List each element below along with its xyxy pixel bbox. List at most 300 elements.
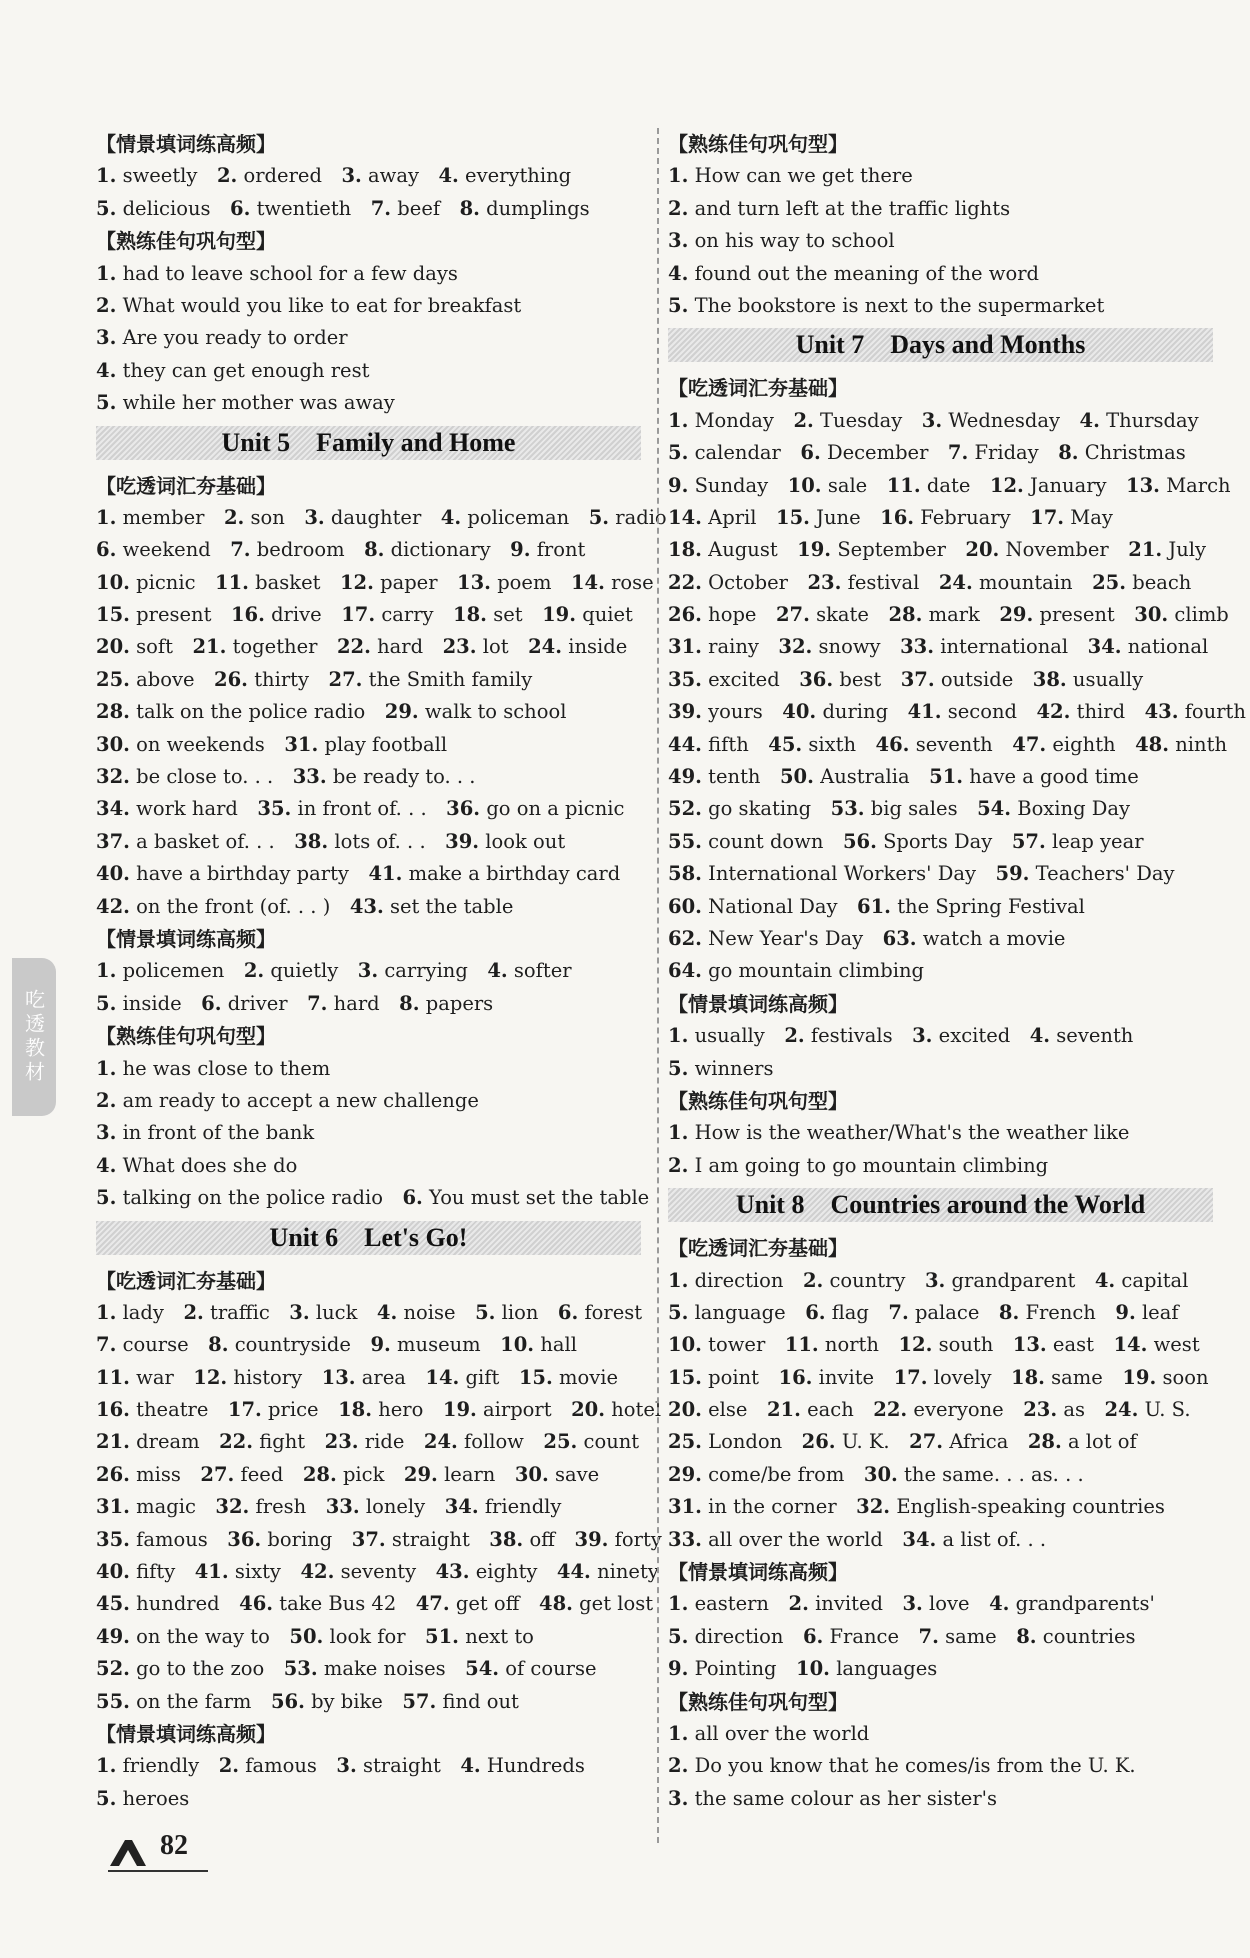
answer-number: 5. — [668, 441, 689, 465]
answer-number: 56. — [842, 829, 877, 853]
answer-number: 7. — [307, 991, 328, 1015]
answer-text: quietly — [270, 959, 339, 983]
answer-number: 6. — [230, 196, 251, 220]
answer-number: 4. — [438, 164, 459, 188]
answer-line — [96, 1621, 641, 1653]
answer-number: 22. — [219, 1430, 254, 1454]
answer-number: 37. — [900, 667, 935, 691]
answer-number: 2. — [668, 196, 689, 220]
answer-text: I am going to go mountain climbing — [694, 1153, 1049, 1177]
answer-text: papers — [425, 991, 494, 1015]
answer-text: as — [1063, 1398, 1085, 1422]
answer-number: 23. — [324, 1430, 359, 1454]
answer-text: a list of. . . — [942, 1527, 1047, 1551]
answer-text: on the front (of. . . ) — [136, 894, 331, 918]
left-column — [96, 128, 667, 1815]
answer-number: 4. — [440, 505, 462, 529]
answer-text: find out — [442, 1689, 519, 1713]
answer-text: save — [555, 1462, 600, 1486]
answer-number: 21. — [96, 1430, 130, 1454]
answer-text: daughter — [330, 505, 422, 529]
answer-number: 4. — [376, 1300, 398, 1324]
answer-number: 3. — [289, 1300, 310, 1324]
answer-number: 8. — [1016, 1624, 1037, 1648]
answer-number: 25. — [543, 1430, 578, 1454]
answer-number: 50. — [779, 765, 814, 789]
answer-number: 28. — [96, 700, 130, 724]
answer-text: invited — [815, 1592, 883, 1616]
answer-text: same — [945, 1624, 997, 1648]
answer-text: policeman — [467, 505, 570, 529]
answer-number: 1. — [96, 959, 117, 983]
answer-text: talk on the police radio — [136, 700, 366, 724]
answer-text: forty — [614, 1527, 662, 1551]
answer-number: 55. — [96, 1689, 130, 1713]
answer-number: 51. — [929, 765, 964, 789]
answer-number: 48. — [539, 1592, 573, 1616]
answer-number: 44. — [668, 732, 702, 756]
answer-line — [96, 1117, 641, 1149]
page-number: 82 — [160, 1830, 188, 1861]
answer-number: 41. — [194, 1560, 229, 1584]
answer-line — [668, 1718, 1213, 1750]
answer-number: 14. — [668, 505, 702, 529]
answer-number: 45. — [96, 1592, 130, 1616]
answer-text: English-speaking countries — [896, 1495, 1165, 1519]
answer-text: invite — [818, 1365, 875, 1389]
answer-text: on the farm — [136, 1689, 252, 1713]
answer-text: Teachers' Day — [1035, 862, 1175, 886]
answer-text: poem — [497, 570, 552, 594]
answer-number: 3. — [96, 326, 117, 350]
answer-line — [668, 290, 1213, 322]
answer-number: 24. — [1104, 1398, 1139, 1422]
answer-number: 5. — [668, 1300, 689, 1324]
answer-number: 36. — [446, 797, 481, 821]
answer-number: 2. — [96, 293, 117, 317]
answer-number: 8. — [364, 538, 385, 562]
answer-text: thirty — [254, 667, 309, 691]
answer-text: and turn left at the traffic lights — [694, 196, 1011, 220]
answer-line — [96, 1556, 659, 1588]
answer-text: How is the weather/What's the weather like — [694, 1121, 1130, 1145]
answer-number: 27. — [909, 1430, 944, 1454]
side-tab — [12, 958, 56, 1116]
answer-line — [668, 567, 1213, 599]
answer-number: 6. — [805, 1300, 826, 1324]
answer-text: they can get enough rest — [122, 358, 370, 382]
answer-text: fresh — [255, 1495, 307, 1519]
answer-text: had to leave school for a few days — [122, 261, 458, 285]
answer-text: February — [920, 505, 1011, 529]
answer-text: am ready to accept a new challenge — [122, 1088, 479, 1112]
answer-line — [96, 1329, 641, 1361]
answer-text: in front of the bank — [122, 1121, 315, 1145]
answer-line — [668, 1588, 1213, 1620]
answer-text: beef — [397, 196, 441, 220]
answer-line — [96, 1524, 662, 1556]
answer-text: national — [1127, 635, 1209, 659]
answer-text: be ready to. . . — [332, 765, 476, 789]
answer-text: softer — [513, 959, 572, 983]
answer-line — [668, 1621, 1213, 1653]
answer-number: 29. — [403, 1462, 438, 1486]
answer-text: lion — [501, 1300, 539, 1324]
answer-text: traffic — [210, 1300, 270, 1324]
section-heading: 【情景填词练高频】 — [668, 991, 848, 1016]
answer-number: 23. — [442, 635, 477, 659]
answer-text: on his way to school — [694, 229, 895, 253]
answer-number: 12. — [193, 1365, 228, 1389]
answer-number: 7. — [947, 441, 969, 465]
answer-line — [668, 502, 1213, 534]
answer-line — [668, 1653, 1213, 1685]
answer-number: 52. — [96, 1657, 130, 1681]
answer-text: ninth — [1175, 732, 1227, 756]
answer-line — [668, 761, 1213, 793]
answer-number: 1. — [96, 505, 117, 529]
answer-line — [96, 1182, 650, 1214]
answer-text: skate — [816, 603, 869, 627]
answer-number: 5. — [668, 1624, 689, 1648]
answer-number: 62. — [668, 926, 702, 950]
answer-text: same — [1051, 1365, 1103, 1389]
answer-text: war — [136, 1365, 174, 1389]
answer-number: 5. — [96, 1186, 117, 1210]
answer-text: December — [826, 441, 929, 465]
answer-text: National Day — [708, 894, 838, 918]
answer-number: 33. — [292, 765, 327, 789]
answer-text: Are you ready to order — [122, 326, 348, 350]
answer-text: theatre — [136, 1398, 209, 1422]
answer-number: 32. — [215, 1495, 250, 1519]
answer-text: airport — [483, 1398, 552, 1422]
answer-number: 41. — [368, 862, 403, 886]
answer-number: 1. — [96, 1300, 117, 1324]
answer-number: 13. — [1126, 473, 1160, 497]
unit-title-bar: Unit 7 Days and Months — [668, 328, 1213, 362]
answer-number: 47. — [1012, 732, 1047, 756]
answer-text: make a birthday card — [408, 862, 621, 886]
answer-number: 5. — [96, 991, 117, 1015]
section-heading: 【熟练佳句巩句型】 — [96, 1024, 276, 1049]
answer-number: 30. — [96, 732, 130, 756]
answer-text: while her mother was away — [122, 391, 395, 415]
answer-line — [96, 534, 641, 566]
answer-number: 63. — [882, 926, 917, 950]
answer-text: all over the world — [694, 1721, 870, 1745]
answer-text: excited — [938, 1024, 1011, 1048]
answer-line — [668, 599, 1229, 631]
answer-number: 22. — [873, 1398, 908, 1422]
answer-number: 40. — [96, 1560, 130, 1584]
answer-text: rainy — [708, 635, 759, 659]
answer-line — [668, 1783, 1213, 1815]
answer-number: 9. — [1115, 1300, 1136, 1324]
answer-text: a lot of — [1067, 1430, 1137, 1454]
answer-number: 17. — [341, 603, 376, 627]
answer-number: 1. — [96, 261, 117, 285]
answer-text: March — [1166, 473, 1231, 497]
answer-text: set — [493, 603, 523, 627]
answer-number: 42. — [1036, 700, 1071, 724]
answer-line — [96, 761, 641, 793]
answer-number: 34. — [96, 797, 130, 821]
answer-number: 24. — [528, 635, 562, 659]
answer-text: bedroom — [256, 538, 345, 562]
answer-line — [668, 1297, 1213, 1329]
answer-line — [96, 1426, 641, 1458]
answer-text: carry — [381, 603, 434, 627]
answer-number: 11. — [96, 1365, 130, 1389]
answer-line — [96, 1150, 641, 1182]
answer-number: 26. — [668, 603, 702, 627]
answer-text: away — [368, 164, 419, 188]
answer-text: in front of. . . — [297, 797, 427, 821]
answer-number: 39. — [445, 829, 480, 853]
answer-text: Sports Day — [883, 829, 993, 853]
answer-line — [668, 1394, 1213, 1426]
answer-text: New Year's Day — [708, 926, 864, 950]
answer-number: 14. — [570, 570, 605, 594]
answer-line — [668, 534, 1213, 566]
answer-text: second — [947, 700, 1017, 724]
answer-text: Do you know that he comes/is from the U. K. — [694, 1754, 1136, 1778]
answer-number: 43. — [435, 1560, 470, 1584]
answer-text: famous — [136, 1527, 208, 1551]
answer-text: leap year — [1051, 829, 1144, 853]
answer-number: 61. — [857, 894, 891, 918]
answer-number: 6. — [800, 441, 821, 465]
answer-text: hotel — [611, 1398, 662, 1422]
answer-number: 39. — [668, 700, 702, 724]
answer-number: 21. — [192, 635, 227, 659]
answer-text: by bike — [311, 1689, 383, 1713]
answer-text: west — [1153, 1333, 1200, 1357]
answer-line — [668, 1150, 1213, 1182]
answer-number: 9. — [370, 1333, 391, 1357]
answer-number: 51. — [425, 1624, 459, 1648]
answer-line — [668, 858, 1213, 890]
answer-text: learn — [444, 1462, 496, 1486]
answer-number: 3. — [341, 164, 362, 188]
answer-line — [96, 502, 667, 534]
answer-number: 15. — [668, 1365, 702, 1389]
answer-line — [96, 1394, 662, 1426]
answer-text: usually — [1072, 667, 1144, 691]
answer-line — [668, 1020, 1213, 1052]
answer-line — [96, 1653, 641, 1685]
answer-text: gift — [465, 1365, 500, 1389]
answer-line — [668, 664, 1213, 696]
answer-number: 13. — [1012, 1333, 1047, 1357]
answer-number: 3. — [921, 408, 943, 432]
answer-text: friendly — [484, 1495, 562, 1519]
answer-text: the Smith family — [368, 667, 533, 691]
answer-text: festival — [847, 570, 920, 594]
answer-text: luck — [315, 1300, 358, 1324]
answer-number: 8. — [1058, 441, 1079, 465]
answer-text: hard — [377, 635, 424, 659]
answer-text: soft — [136, 635, 173, 659]
answer-number: 21. — [766, 1398, 801, 1422]
answer-number: 45. — [768, 732, 803, 756]
answer-text: yours — [708, 700, 763, 724]
answer-line — [668, 826, 1213, 858]
answer-text: walk to school — [424, 700, 567, 724]
answer-text: France — [829, 1624, 899, 1648]
answer-text: mountain — [978, 570, 1073, 594]
answer-number: 2. — [243, 959, 265, 983]
answer-text: all over the world — [708, 1527, 883, 1551]
answer-number: 36. — [227, 1527, 262, 1551]
answer-number: 1. — [668, 1024, 689, 1048]
answer-text: dictionary — [390, 538, 491, 562]
answer-number: 2. — [96, 1088, 117, 1112]
answer-text: north — [824, 1333, 879, 1357]
answer-text: tenth — [708, 765, 761, 789]
answer-number: 2. — [788, 1592, 809, 1616]
answer-number: 52. — [668, 797, 702, 821]
answer-number: 39. — [574, 1527, 609, 1551]
answer-number: 6. — [557, 1300, 579, 1324]
answer-text: dumplings — [486, 196, 590, 220]
answer-text: leaf — [1141, 1300, 1179, 1324]
answer-text: carrying — [384, 959, 468, 983]
answer-number: 16. — [880, 505, 915, 529]
answer-text: get lost — [579, 1592, 654, 1616]
answer-number: 23. — [807, 570, 842, 594]
answer-text: boring — [267, 1527, 333, 1551]
answer-text: in the corner — [708, 1495, 837, 1519]
answer-line — [96, 793, 641, 825]
answer-number: 53. — [283, 1657, 318, 1681]
answer-text: paper — [380, 570, 438, 594]
answer-number: 15. — [96, 603, 130, 627]
answer-text: How can we get there — [694, 164, 913, 188]
answer-text: look for — [329, 1624, 406, 1648]
answer-line — [96, 567, 654, 599]
answer-line — [96, 1750, 641, 1782]
answer-number: 1. — [668, 1121, 689, 1145]
answer-text: south — [938, 1333, 994, 1357]
answer-number: 22. — [336, 635, 371, 659]
answer-text: rose — [611, 570, 654, 594]
answer-text: have a good time — [969, 765, 1139, 789]
answer-text: during — [822, 700, 889, 724]
answer-text: country — [829, 1268, 906, 1292]
section-heading: 【情景填词练高频】 — [96, 926, 276, 951]
answer-number: 38. — [489, 1527, 524, 1551]
answer-line — [96, 664, 641, 696]
answer-number: 25. — [668, 1430, 702, 1454]
answer-text: Boxing Day — [1017, 797, 1131, 821]
answer-line — [96, 891, 641, 923]
answer-line — [668, 1491, 1213, 1523]
answer-number: 9. — [510, 538, 531, 562]
answer-number: 24. — [423, 1430, 458, 1454]
answer-text: love — [929, 1592, 970, 1616]
answer-text: go skating — [708, 797, 812, 821]
section-heading: 【情景填词练高频】 — [668, 1560, 848, 1585]
answer-number: 17. — [893, 1365, 928, 1389]
answer-text: fifty — [136, 1560, 176, 1584]
answer-number: 2. — [793, 408, 814, 432]
answer-number: 3. — [668, 1786, 689, 1810]
answer-number: 34. — [444, 1495, 479, 1519]
answer-number: 54. — [977, 797, 1012, 821]
answer-text: lovely — [933, 1365, 992, 1389]
answer-number: 18. — [453, 603, 487, 627]
answer-number: 27. — [200, 1462, 235, 1486]
answer-text: capital — [1121, 1268, 1189, 1292]
answer-text: international — [940, 635, 1069, 659]
answer-line — [96, 599, 641, 631]
answer-number: 54. — [465, 1657, 500, 1681]
answer-number: 27. — [328, 667, 363, 691]
answer-number: 4. — [1029, 1024, 1051, 1048]
answer-number: 15. — [518, 1365, 553, 1389]
answer-text: policemen — [122, 959, 225, 983]
answer-text: seventh — [1056, 1024, 1134, 1048]
answer-text: October — [708, 570, 788, 594]
answer-number: 5. — [96, 1786, 117, 1810]
answer-text: feed — [240, 1462, 284, 1486]
answer-line — [96, 858, 641, 890]
answer-number: 23. — [1023, 1398, 1058, 1422]
answer-number: 11. — [215, 570, 249, 594]
answer-number: 4. — [487, 959, 508, 983]
answer-text: watch a movie — [922, 926, 1066, 950]
answer-number: 4. — [1094, 1268, 1116, 1292]
answer-number: 30. — [863, 1462, 898, 1486]
answer-text: picnic — [136, 570, 196, 594]
answer-text: else — [708, 1398, 748, 1422]
answer-text: July — [1168, 538, 1207, 562]
answer-number: 57. — [402, 1689, 437, 1713]
answer-number: 55. — [668, 829, 702, 853]
answer-number: 3. — [668, 229, 689, 253]
answer-number: 29. — [384, 700, 419, 724]
answer-text: the Spring Festival — [897, 894, 1085, 918]
answer-text: together — [232, 635, 318, 659]
answer-number: 57. — [1011, 829, 1046, 853]
section-heading: 【吃透词汇夯基础】 — [96, 1268, 276, 1293]
answer-number: 7. — [918, 1624, 939, 1648]
answer-number: 1. — [96, 1754, 117, 1778]
answer-text: museum — [397, 1333, 481, 1357]
answer-number: 5. — [668, 1056, 689, 1080]
answer-text: big sales — [870, 797, 958, 821]
answer-number: 20. — [668, 1398, 702, 1422]
answer-number: 56. — [270, 1689, 305, 1713]
answer-text: history — [233, 1365, 303, 1389]
right-column — [668, 128, 1246, 1815]
answer-text: count down — [708, 829, 824, 853]
answer-text: basket — [255, 570, 321, 594]
answer-text: French — [1025, 1300, 1096, 1324]
answer-text: found out the meaning of the word — [694, 261, 1040, 285]
answer-line — [668, 793, 1213, 825]
answer-number: 1. — [668, 164, 689, 188]
answer-line — [668, 1362, 1213, 1394]
answer-text: forest — [584, 1300, 643, 1324]
answer-line — [668, 160, 1213, 192]
answer-number: 8. — [459, 196, 480, 220]
unit-title-bar: Unit 5 Family and Home — [96, 426, 641, 460]
answer-text: famous — [245, 1754, 317, 1778]
answer-line — [668, 955, 1213, 987]
